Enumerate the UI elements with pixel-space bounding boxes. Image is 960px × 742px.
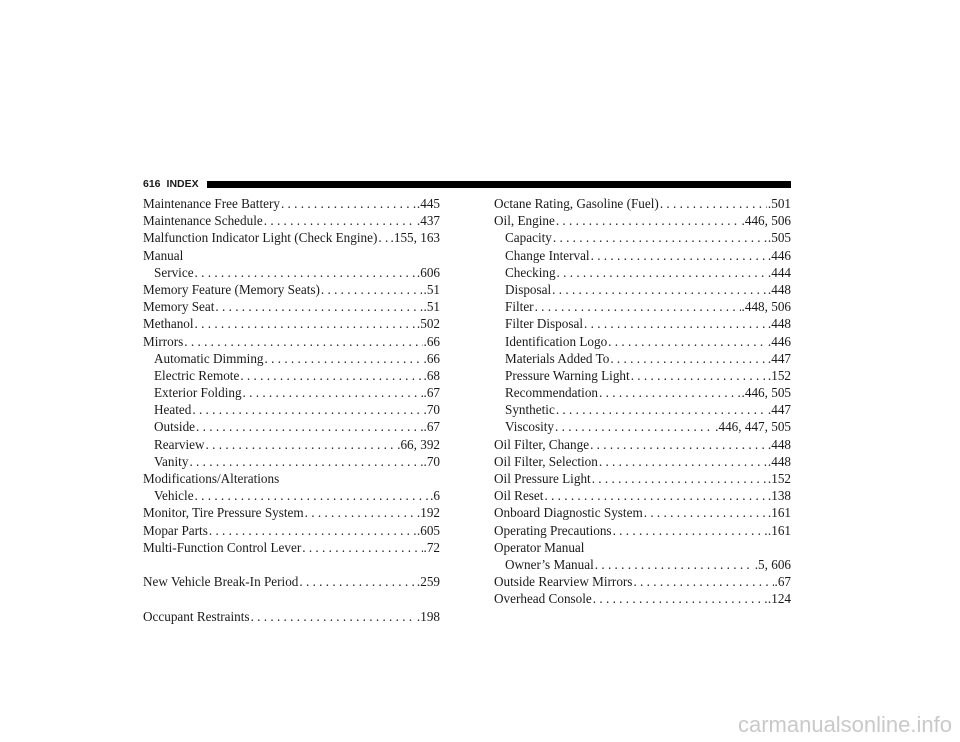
index-subentry	[143, 487, 440, 504]
index-entry	[143, 281, 440, 298]
entry-pages: .505	[767, 230, 791, 246]
entry-pages: .124	[767, 591, 791, 607]
index-subentry	[143, 418, 440, 435]
leader-dots	[195, 487, 430, 504]
entry-pages: .51	[423, 299, 440, 315]
index-subentry	[494, 315, 791, 332]
index-subentry	[494, 418, 791, 435]
entry-term: Oil Reset	[494, 488, 544, 504]
leader-dots	[195, 315, 416, 332]
entry-term: Mirrors	[143, 333, 184, 349]
entry-pages: .152	[767, 471, 791, 486]
leader-dots	[215, 298, 422, 315]
entry-pages: .5, 606	[754, 556, 791, 572]
page-number: 616	[143, 178, 161, 190]
entry-term: Memory Feature (Memory Seats)	[143, 281, 320, 297]
entry-term: Exterior Folding	[154, 385, 242, 401]
entry-term: Viscosity	[505, 419, 555, 435]
entry-term: Owner’s Manual	[505, 556, 594, 572]
entry-term: Multi-Function Control Lever	[143, 539, 302, 555]
entry-term: Octane Rating, Gasoline (Fuel)	[494, 196, 659, 211]
entry-pages: .437	[416, 213, 440, 229]
index-heading	[143, 470, 440, 487]
leader-dots	[305, 504, 416, 521]
leader-dots	[591, 247, 767, 264]
entry-pages: .51	[423, 281, 440, 297]
leader-dots	[553, 229, 767, 246]
entry-pages: .66	[423, 333, 440, 349]
entry-term: Service	[154, 264, 194, 280]
entry-term: Outside	[154, 419, 196, 435]
index-entry	[143, 539, 440, 556]
index-subentry	[143, 264, 440, 281]
leader-dots	[196, 418, 422, 435]
index-entry	[494, 522, 791, 539]
entry-term: Vanity	[154, 453, 189, 469]
leader-dots	[195, 264, 416, 281]
entry-term: Occupant Restraints	[143, 608, 250, 624]
index-entry	[494, 195, 791, 212]
entry-term: Identification Logo	[505, 333, 608, 349]
index-subentry	[494, 367, 791, 384]
entry-term: Modifications/Alterations	[143, 471, 280, 486]
entry-term: Onboard Diagnostic System	[494, 505, 643, 521]
entry-term: Change Interval	[505, 247, 590, 263]
index-subentry	[494, 281, 791, 298]
entry-term: Vehicle	[154, 488, 194, 504]
watermark-text: carmanualsonline.info	[737, 712, 952, 737]
index-subentry	[494, 556, 791, 573]
leader-dots	[556, 212, 741, 229]
section-title: INDEX	[166, 178, 199, 190]
index-entry	[494, 487, 791, 504]
leader-dots	[378, 229, 389, 246]
entry-pages: .446, 505	[741, 385, 791, 401]
leader-dots	[240, 367, 422, 384]
index-subentry	[494, 264, 791, 281]
leader-dots	[552, 281, 767, 298]
index-heading	[143, 247, 440, 264]
entry-term: Electric Remote	[154, 367, 240, 383]
leader-dots	[599, 384, 741, 401]
index-entry	[143, 298, 440, 315]
leader-dots	[321, 281, 423, 298]
index-subentry	[494, 333, 791, 350]
entry-term: Oil, Engine	[494, 213, 555, 229]
entry-term: Materials Added To	[505, 350, 610, 366]
entry-term: Mopar Parts	[143, 522, 208, 538]
entry-pages: .446	[767, 247, 791, 263]
leader-dots	[209, 522, 416, 539]
entry-pages: .501	[767, 196, 791, 211]
entry-term: Maintenance Free Battery	[143, 196, 280, 211]
entry-pages: .606	[416, 264, 440, 280]
entry-pages: .444	[767, 264, 791, 280]
entry-pages: .447	[767, 402, 791, 418]
entry-pages: .192	[416, 505, 440, 521]
index-subentry	[143, 436, 440, 453]
leader-dots	[535, 298, 741, 315]
leader-dots	[243, 384, 423, 401]
leader-dots	[265, 350, 423, 367]
entry-term: Rearview	[154, 436, 205, 452]
entry-pages: .67	[423, 385, 440, 401]
entry-pages: .67	[774, 574, 791, 590]
leader-dots	[184, 333, 422, 350]
leader-dots	[281, 195, 416, 212]
entry-term: Heated	[154, 402, 192, 418]
page-header	[143, 176, 791, 192]
entry-term: Monitor, Tire Pressure System	[143, 505, 304, 521]
entry-pages: .446, 447, 505	[715, 419, 791, 435]
entry-term: New Vehicle Break-In Period	[143, 574, 299, 590]
index-subentry	[494, 229, 791, 246]
entry-term: Malfunction Indicator Light (Check Engine)	[143, 230, 378, 246]
entry-term: Oil Pressure Light	[494, 471, 591, 486]
index-entry	[494, 590, 791, 607]
index-entry	[143, 195, 440, 212]
leader-dots	[544, 487, 766, 504]
entry-term: Outside Rearview Mirrors	[494, 574, 633, 590]
index-subentry	[494, 401, 791, 418]
index-subentry	[143, 384, 440, 401]
entry-term: Disposal	[505, 281, 552, 297]
index-entry	[143, 229, 440, 246]
index-entry	[494, 573, 791, 590]
index-entry	[143, 573, 440, 590]
leader-dots	[592, 470, 767, 487]
entry-term: Maintenance Schedule	[143, 213, 263, 229]
entry-pages: .6	[430, 488, 440, 504]
entry-pages: .446, 506	[741, 213, 791, 229]
leader-dots	[557, 264, 767, 281]
leader-dots	[644, 504, 767, 521]
entry-term: Automatic Dimming	[154, 350, 264, 366]
header-rule	[207, 181, 791, 188]
leader-dots	[631, 367, 767, 384]
entry-term: Capacity	[505, 230, 552, 246]
leader-dots	[584, 315, 767, 332]
leader-dots	[251, 608, 416, 625]
index-column-right	[494, 195, 791, 608]
index-subentry	[494, 298, 791, 315]
index-entry	[143, 504, 440, 521]
index-subentry	[494, 247, 791, 264]
index-subentry	[143, 367, 440, 384]
index-column-left	[143, 195, 440, 625]
index-entry	[494, 212, 791, 229]
index-entry	[494, 436, 791, 453]
leader-dots	[192, 401, 422, 418]
entry-pages: .448	[767, 316, 791, 332]
leader-dots	[595, 556, 754, 573]
entry-pages: .72	[423, 539, 440, 555]
leader-dots	[556, 401, 767, 418]
leader-dots	[264, 212, 416, 229]
index-entry	[143, 333, 440, 350]
leader-dots	[660, 195, 767, 212]
entry-term: Methanol	[143, 316, 194, 332]
entry-pages: .445	[416, 196, 440, 211]
entry-pages: .259	[416, 574, 440, 590]
entry-term: Pressure Warning Light	[505, 367, 630, 383]
leader-dots	[299, 573, 416, 590]
leader-dots	[189, 453, 422, 470]
entry-pages: .70	[423, 402, 440, 418]
entry-term: Overhead Console	[494, 591, 592, 607]
entry-pages: .161	[767, 522, 791, 538]
index-entry	[143, 522, 440, 539]
entry-pages: .66, 392	[397, 436, 440, 452]
entry-pages: .152	[767, 367, 791, 383]
entry-pages: .502	[416, 316, 440, 332]
leader-dots	[593, 590, 767, 607]
index-entry	[494, 470, 791, 487]
entry-pages: .448	[767, 453, 791, 469]
entry-pages: .66	[423, 350, 440, 366]
leader-dots	[590, 436, 767, 453]
entry-pages: .448	[767, 281, 791, 297]
entry-term: Filter Disposal	[505, 316, 584, 332]
leader-dots	[302, 539, 422, 556]
entry-term: Filter	[505, 299, 534, 315]
entry-term: Checking	[505, 264, 556, 280]
entry-pages: .138	[767, 488, 791, 504]
entry-pages: .70	[423, 453, 440, 469]
entry-term: Memory Seat	[143, 299, 215, 315]
entry-term: Oil Filter, Selection	[494, 453, 598, 469]
index-subentry	[143, 401, 440, 418]
index-entry	[143, 608, 440, 625]
index-subentry	[143, 453, 440, 470]
entry-pages: .68	[423, 367, 440, 383]
entry-pages: .198	[416, 608, 440, 624]
entry-term: Synthetic	[505, 402, 555, 418]
entry-pages: .448	[767, 436, 791, 452]
index-subentry	[494, 350, 791, 367]
entry-pages: .161	[767, 505, 791, 521]
index-subentry	[143, 350, 440, 367]
entry-term: Operating Precautions	[494, 522, 612, 538]
index-entry	[143, 315, 440, 332]
entry-pages: .448, 506	[741, 299, 791, 315]
index-heading	[494, 539, 791, 556]
entry-term: Operator Manual	[494, 539, 585, 555]
index-entry	[494, 453, 791, 470]
leader-dots	[610, 350, 767, 367]
index-entry	[143, 212, 440, 229]
entry-pages: .67	[423, 419, 440, 435]
entry-pages: .155, 163	[390, 230, 440, 246]
leader-dots	[599, 453, 767, 470]
leader-dots	[555, 418, 714, 435]
entry-term: Recommendation	[505, 385, 599, 401]
index-subentry	[494, 384, 791, 401]
index-entry	[494, 504, 791, 521]
leader-dots	[608, 333, 767, 350]
entry-pages: .447	[767, 350, 791, 366]
entry-term: Manual	[143, 247, 184, 263]
leader-dots	[633, 573, 773, 590]
entry-term: Oil Filter, Change	[494, 436, 590, 452]
leader-dots	[206, 436, 397, 453]
leader-dots	[613, 522, 767, 539]
entry-pages: .446	[767, 333, 791, 349]
entry-pages: .605	[416, 522, 440, 538]
